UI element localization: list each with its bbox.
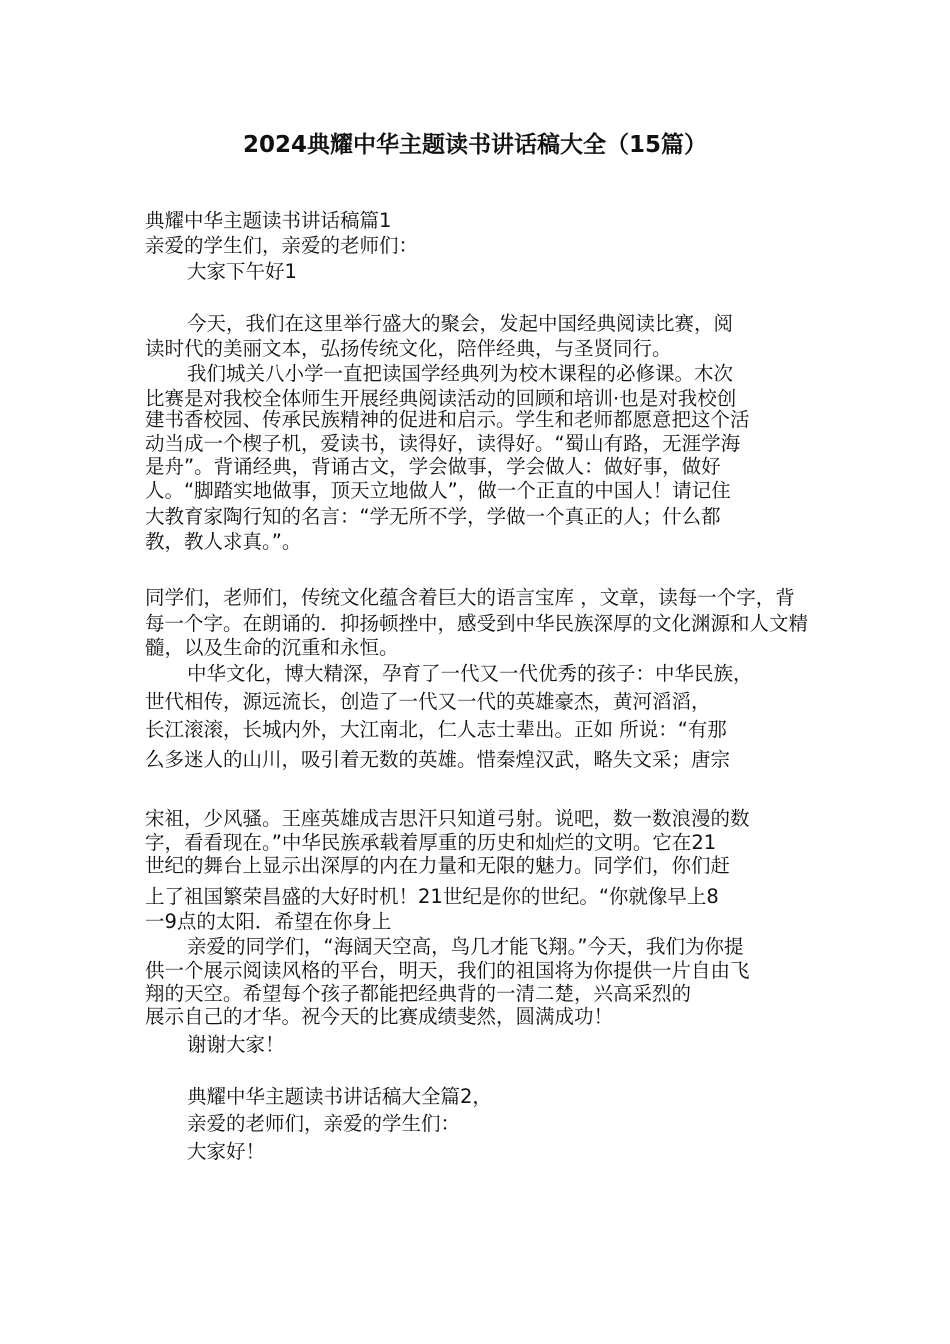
document-title: 2024典耀中华主题读书讲话稿大全（15篇） (242, 132, 708, 158)
text-line: 每一个字。在朗诵的．抑扬顿挫中，感受到中华民族深厚的文化渊源和人文精 (145, 612, 809, 635)
text-line: 今天，我们在这里举行盛大的聚会，发起中国经典阅读比赛，阅 (187, 312, 734, 335)
text-line: 世代相传，源远流长，创造了一代又一代的英雄豪杰，黄河滔滔， (145, 690, 711, 713)
text-line: 宋祖，少风骚。王座英雄成吉思汗只知道弓射。说吧，数一数浪漫的数 (145, 807, 750, 830)
text-line: 同学们，老师们，传统文化蕴含着巨大的语言宝库 ，文章，读每一个字，背 (145, 586, 795, 609)
salutation-line: 亲爱的学生们，亲爱的老师们： (145, 234, 419, 257)
text-line: 世纪的舞台上显示出深厚的内在力量和无限的魅力。同学们，你们赶 (145, 854, 731, 877)
text-line: 翔的天空。希望每个孩子都能把经典背的一清二楚，兴高采烈的 (145, 982, 692, 1005)
text-line: 比赛是对我校全体师生开展经典阅读活动的回顾和培训·也是对我校创 (145, 387, 737, 410)
text-line: 中华文化，博大精深，孕育了一代又一代优秀的孩子：中华民族， (187, 662, 753, 685)
closing-line: 谢谢大家！ (187, 1033, 285, 1056)
text-line: 供一个展示阅读风格的平台，明天，我们的祖国将为你提供一片自由飞 (145, 959, 750, 982)
text-line: 字，看看现在。”中华民族承载着厚重的历史和灿烂的文明。它在21 (145, 831, 717, 854)
greeting-line: 大家下午好1 (187, 260, 297, 283)
text-line: 展示自己的才华。祝今天的比赛成绩斐然，圆满成功！ (145, 1005, 614, 1028)
text-line: 动当成一个楔子机，爱读书，读得好，读得好。“蜀山有路，无涯学海 (145, 432, 741, 455)
salutation-line: 亲爱的老师们，亲爱的学生们： (187, 1112, 461, 1135)
text-line: 髓，以及生命的沉重和永恒。 (145, 636, 399, 659)
text-line: 长江滚滚，长城内外，大江南北，仁人志士辈出。正如 所说：“有那 (145, 718, 727, 741)
text-line: 读时代的美丽文本，弘扬传统文化，陪伴经典，与圣贤同行。 (145, 337, 672, 360)
text-line: 么多迷人的山川，吸引着无数的英雄。惜秦煌汉武，略失文采；唐宗 (145, 748, 731, 771)
text-line: 大教育家陶行知的名言：“学无所不学，学做一个真正的人；什么都 (145, 505, 721, 528)
section-heading: 典耀中华主题读书讲话稿篇1 (145, 209, 392, 232)
greeting-line: 大家好！ (187, 1140, 266, 1163)
text-line: 建书香校园、传承民族精神的促进和启示。学生和老师都愿意把这个活 (145, 408, 750, 431)
text-line: 是舟”。背诵经典，背诵古文，学会做事，学会做人：做好事，做好 (145, 455, 721, 478)
section-heading: 典耀中华主题读书讲话稿大全篇2， (187, 1085, 492, 1108)
text-line: 一9点的太阳．希望在你身上 (145, 910, 392, 933)
text-line: 亲爱的同学们，“海阔天空高，鸟几才能飞翔。”今天，我们为你提 (187, 935, 744, 958)
text-line: 教，教人求真。”。 (145, 530, 302, 553)
text-line: 人。“脚踏实地做事，顶天立地做人”，做一个正直的中国人！请记住 (145, 479, 731, 502)
text-line: 上了祖国繁荣昌盛的大好时机！21世纪是你的世纪。“你就像早上8 (145, 885, 719, 908)
text-line: 我们城关八小学一直把读国学经典列为校木课程的必修课。木次 (187, 362, 734, 385)
